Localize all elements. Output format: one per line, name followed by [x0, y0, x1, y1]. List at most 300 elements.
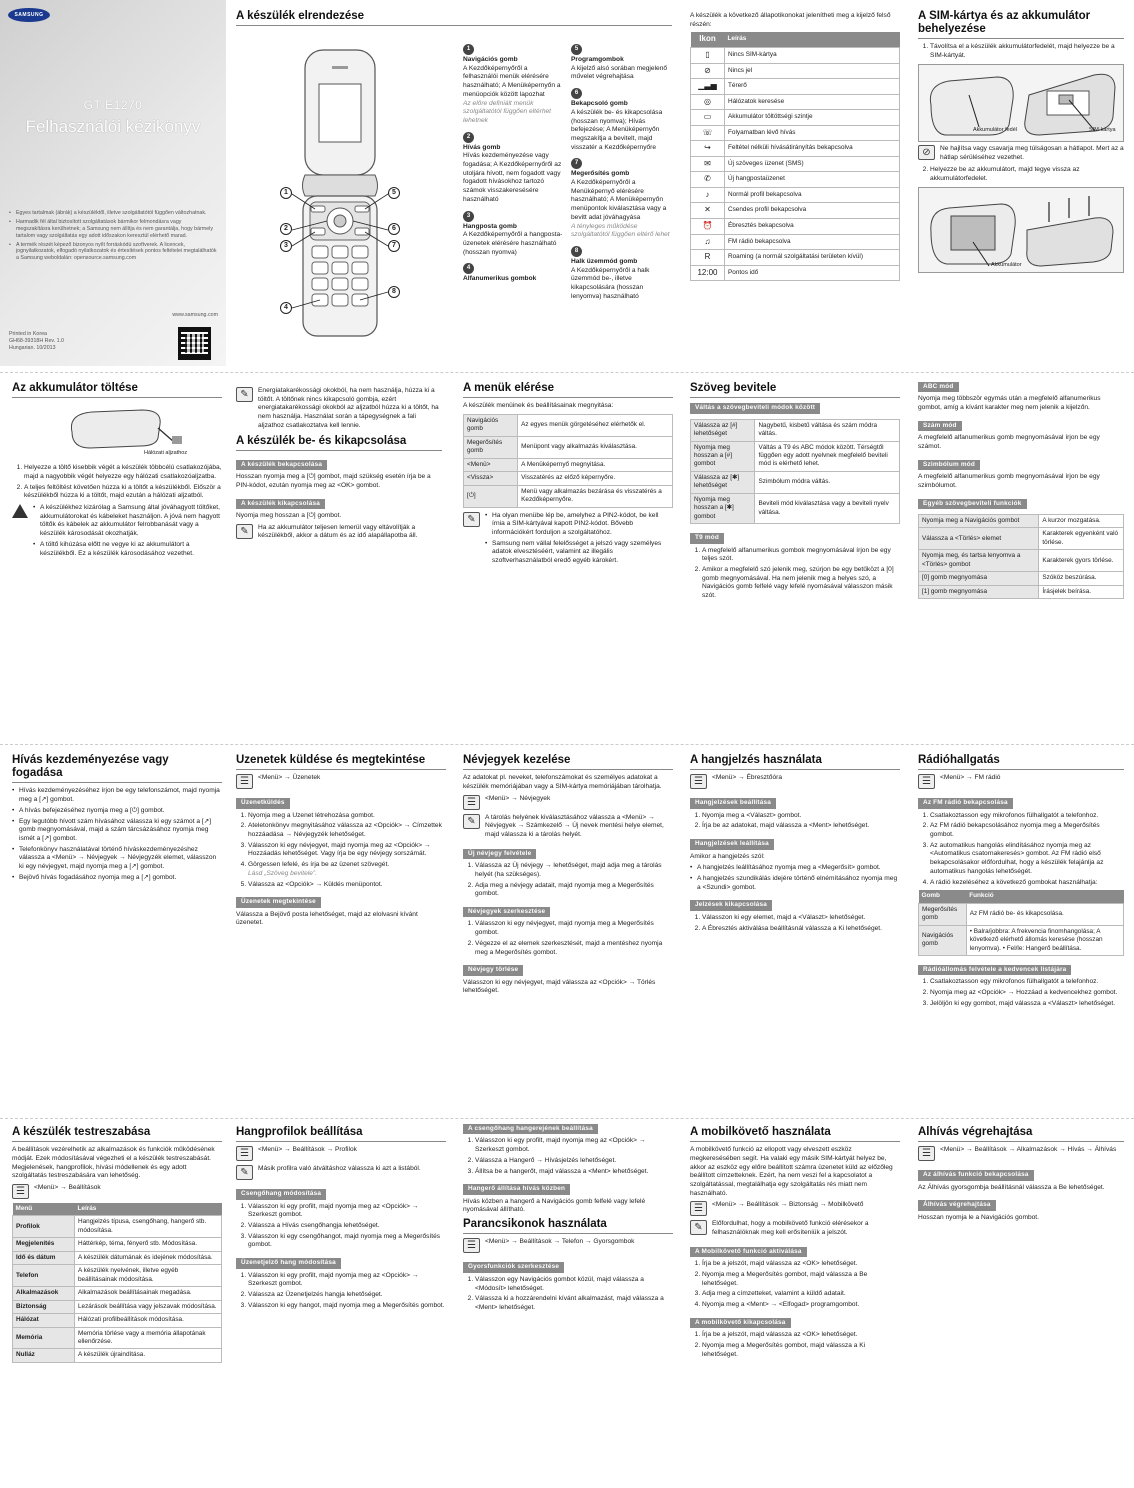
power-note-text: Ha az akkumulátor teljesen lemerül vagy eltávolítják a készülékből, akkor a dátum és az idő alapállapotba áll.	[258, 523, 418, 540]
tracker-step: 3. Adja meg a címzetteket, valamint a küldő adatait.	[702, 1290, 900, 1299]
table-row	[691, 471, 900, 493]
status-intro: A készülék a következő állapotikonokat jelenítheti meg a kijelző felső részén:	[690, 12, 891, 28]
sim-note-text: Ne hajlítsa vagy csavarja meg túlságosan a hátlapot. Mert az a hátlap sérüléséhez vezethet.	[940, 144, 1124, 161]
warning-item: • A töltő kihúzása előtt ne vegye ki az akkumulátort a készülékből. Ez a készülék károsodásához vezethet.	[33, 541, 222, 558]
col-key: Gomb	[919, 890, 967, 903]
row-value: Hálózati profilbeállítások módosítása.	[75, 1314, 222, 1327]
radio-step: 2. Nyomja meg az <Opciók> → Hozzáad a kedvencekhez gombot.	[930, 989, 1124, 998]
section-title: Üzenetek küldése és megtekintése	[236, 754, 446, 770]
row-value: Térerő	[725, 79, 900, 95]
tracker-step: 4. Nyomja meg a <Ment> → <Elfogad> programgombot.	[702, 1301, 900, 1310]
subheading: Hangjelzések leállítása	[690, 839, 774, 849]
call-item: • Telefonkönyv használatával történő híváskezdeményezéshez válassza a <Menü> → Névjegyek → Névjegyzék elemet, válasszon ki egy névjegyet, majd nyomja meg a [↗] gombot.	[12, 846, 222, 872]
section-title: A készülék be- és kikapcsolása	[236, 435, 442, 451]
table-row	[13, 1349, 222, 1362]
path-text: <Menü> → Beállítások	[34, 1184, 101, 1192]
section-title: Parancsikonok használata	[463, 1218, 673, 1234]
table-row	[691, 419, 900, 441]
status-icon: ⏰	[691, 218, 725, 234]
key-number: 1	[463, 44, 474, 55]
table-row	[691, 156, 900, 172]
key-item	[463, 211, 563, 258]
menu-path	[463, 795, 673, 810]
subheading: Hangjelzések beállítása	[690, 798, 776, 808]
status-icon: ✆	[691, 172, 725, 188]
calls-section	[12, 754, 222, 1112]
key-list-left	[463, 44, 563, 360]
volume-shortcuts-section	[463, 1124, 673, 1478]
subheading: A csengőhang hangerejének beállítása	[463, 1124, 598, 1134]
messages-section	[236, 754, 446, 1112]
col-icon: Ikon	[691, 32, 725, 47]
row-value: Nincs SIM-kártya	[725, 47, 900, 63]
row-key: Megerősítés gomb	[464, 436, 518, 458]
table-row	[691, 125, 900, 141]
col-desc: Leírás	[75, 1203, 222, 1216]
status-icon: ♪	[691, 187, 725, 203]
path-text: <Menü> → Beállítások → Alkalmazások → Hívás → Álhívás	[940, 1146, 1117, 1154]
table-row	[464, 436, 673, 458]
row-value: Nagybetű, kisbetű váltása és szám módra váltás.	[755, 419, 900, 441]
key-name: Bekapcsoló gomb	[571, 100, 628, 108]
key-desc: A Kezdőképernyőről a hangposta-üzenetek elérésére használható (hosszan nyomva)	[463, 231, 563, 256]
row-value: A Menüképernyő megnyitása.	[518, 458, 673, 471]
table-row	[691, 141, 900, 157]
menu-path-icon: ☰	[236, 774, 253, 789]
table-row	[13, 1327, 222, 1349]
row-value: Hálózatok keresése	[725, 94, 900, 110]
key-number: 2	[463, 132, 474, 143]
power-section	[236, 384, 442, 732]
subheading: Hangerő állítása hívás közben	[463, 1184, 570, 1194]
radio-keys-table	[918, 890, 1124, 956]
row-value: Roaming (a normál szolgáltatási területen kívül)	[725, 250, 900, 266]
row-value: Normál profil bekapcsolva	[725, 187, 900, 203]
tracker-section	[690, 1126, 900, 1478]
callout-4: 4	[280, 302, 292, 314]
num-text: A megfelelő alfanumerikus gomb megnyomásával írjon be egy számot.	[918, 434, 1100, 451]
settings-table	[12, 1203, 222, 1363]
disclaimer-item: • Harmadik fél által biztosított szolgáltatások bármikor felmondásra vagy megszakításra kerülhetnek; a Samsung nem állítja és nem garantálja, hogy bármely tartalom vagy szolgáltatás egy adott időszakon keresztül elérhető marad.	[9, 219, 217, 240]
key-desc: A Kezdőképernyőről a felhasználói menük elérésére használható; A Menüképernyőn a menüopciók között lapozhat	[463, 64, 561, 98]
radio-step: 4. A rádió kezeléséhez a következő gombokat használhatja:	[930, 879, 1124, 888]
subheading: Névjegy törlése	[463, 965, 523, 975]
note-icon: ✎	[236, 387, 253, 402]
charge-warning	[12, 504, 222, 563]
message-tip: Lásd „Szöveg bevitele”.	[248, 869, 317, 877]
t9-step: 1. A megfelelő alfanumerikus gombok megnyomásával írjon be egy teljes szót.	[702, 547, 900, 564]
subheading: Az FM rádió bekapcsolása	[918, 798, 1013, 808]
path-text: <Menü> → Névjegyek	[485, 794, 551, 802]
key-desc: Hívás kezdeményezése vagy fogadása; A Kezdőképernyőről az utoljára hívott, nem fogadott vagy fogadott hívásokhoz tartozó számok visszakeresésére használható	[463, 152, 562, 203]
row-value: Folyamatban lévő hívás	[725, 125, 900, 141]
key-number: 4	[463, 263, 474, 274]
power-note	[236, 524, 442, 541]
key-name: Hangposta gomb	[463, 222, 517, 230]
charge-step: 2. A teljes feltöltést követően húzza ki a töltőt a készülékből. Először a készülékből húzza ki a töltőt, majd ezután a hálózati aljzatból.	[24, 484, 222, 501]
col-desc: Leírás	[725, 32, 900, 47]
subheading: Névjegyek szerkesztése	[463, 907, 550, 917]
section-title: Rádióhallgatás	[918, 754, 1124, 770]
row-value: Az FM rádió be- és kikapcsolása.	[966, 903, 1123, 925]
key-name: Megerősítés gomb	[571, 170, 630, 178]
key-item	[571, 158, 673, 240]
menu-path	[236, 1146, 446, 1161]
row-key: Nyomja meg hosszan a [✱] gombot	[691, 493, 755, 523]
path-text: <Menü> → FM rádió	[940, 774, 1001, 782]
volume-step: 1. Válasszon ki egy profilt, majd nyomja meg az <Opciók> → Szerkeszt gombot.	[475, 1137, 673, 1154]
row-key: <Vissza>	[464, 472, 518, 485]
subheading: A mobilkövető kikapcsolása	[690, 1318, 791, 1328]
row-value: FM rádió bekapcsolva	[725, 234, 900, 250]
status-icon: 12:00	[691, 265, 725, 281]
fold-line	[0, 372, 1134, 373]
menu-path-icon: ☰	[918, 774, 935, 789]
tracker-note-text: Előfordulhat, hogy a mobilkövető funkció elérésekor a felhasználóknak meg kell erősíteniük a jelszót.	[712, 1220, 869, 1237]
charging-illustration	[12, 402, 222, 460]
profiles-section	[236, 1126, 446, 1478]
profile-step: 1. Válasszon ki egy profilt, majd nyomja meg az <Opciók> → Szerkeszt gombot.	[248, 1203, 446, 1220]
table-row	[691, 110, 900, 126]
menu-path	[12, 1184, 222, 1199]
text-input-modes	[918, 382, 1124, 732]
label-battery: Akkumulátor	[991, 261, 1022, 268]
row-key: Navigációs gomb	[464, 414, 518, 436]
menu-path	[918, 774, 1124, 789]
row-value: Akkumulátor töltöttségi szintje	[725, 110, 900, 126]
tracker-intro: A mobilkövető funkció az ellopott vagy elveszett eszköz megkeresésében segít. Ha valaki egy másik SIM-kártyát helyez be, akkor az eszköz egy előre beállított számra üzenetet küld az előzőleg beállított címzetteknek. Ezért, ha nem veszi fel a kapcsolatot a szolgáltatással, megtalálhatja egy szolgáltatás rés miatt nem használható.	[690, 1146, 893, 1197]
key-number: 3	[463, 211, 474, 222]
row-value: Pontos idő	[725, 265, 900, 281]
key-number: 8	[571, 246, 582, 257]
fold-line	[0, 744, 1134, 745]
status-icon: ✉	[691, 156, 725, 172]
table-row	[13, 1287, 222, 1300]
table-row	[919, 550, 1124, 572]
subheading: Jelzések kikapcsolása	[690, 900, 772, 910]
key-desc: A kijelző alsó sorában megjelenő művelet végrehajtása	[571, 64, 668, 81]
menu-keys-table	[463, 414, 673, 508]
contacts-note-text: A tárolás helyének kiválasztásához válassza a <Menü> → Névjegyek → Számkezelő → Új nevek mentési helye elemet, majd válassza ki a tárolás helyét.	[485, 813, 664, 839]
menu-path-icon: ☰	[236, 1146, 253, 1161]
charger-drawing	[12, 402, 222, 452]
table-row	[691, 94, 900, 110]
row-value: Csendes profil bekapcsolva	[725, 203, 900, 219]
table-row	[691, 493, 900, 523]
key-desc: A készülék be- és kikapcsolása (hosszan nyomva); Hívás befejezése; A Menüképernyőn megszakítja a bevitelt, majd visszatér a Kezdőképernyőre	[571, 108, 663, 151]
profile-step: 2. Válassza az Üzenetjelzés hangja lehetőséget.	[248, 1291, 446, 1300]
customize-section	[12, 1126, 222, 1478]
table-row	[691, 63, 900, 79]
message-step: 2. Ateletonkönyv megnyitásához válassza az <Opciók> → Címzettek hozzáadása → Névjegyzék lehetőséget.	[248, 822, 446, 839]
key-item	[571, 246, 673, 302]
charge-step: 1. Helyezze a töltő kisebbik végét a készülék többcélú csatlakozójába, majd a nagyobbik végét helyezze egy hálózati csatlakozóaljzatba.	[24, 464, 222, 481]
table-row	[691, 187, 900, 203]
cover-panel	[0, 0, 226, 366]
table-row	[464, 472, 673, 485]
col-menu: Menü	[13, 1203, 75, 1216]
tracker-note	[690, 1220, 900, 1237]
status-icon: ◎	[691, 94, 725, 110]
label-cover: Akkumulátor fedél	[973, 126, 1018, 133]
row-value: Ébresztés bekapcsolva	[725, 218, 900, 234]
volume-step: 3. Állítsa be a hangerőt, majd válassza a <Ment> lehetőséget.	[475, 1168, 673, 1177]
status-icon: ☏	[691, 125, 725, 141]
row-value: Visszatérés az előző képernyőre.	[518, 472, 673, 485]
menu-path	[918, 1146, 1124, 1161]
table-row	[919, 528, 1124, 550]
subheading: Új névjegy felvétele	[463, 849, 536, 859]
table-row	[13, 1238, 222, 1251]
sim-step: 2. Helyezze be az akkumulátort, majd tegye vissza az akkumulátorfedelet.	[930, 166, 1124, 183]
table-row	[13, 1300, 222, 1313]
row-value: Karakterek egyenként való törlése.	[1039, 528, 1124, 550]
text-input-section	[690, 382, 900, 732]
key-name: Alfanumerikus gombok	[463, 275, 537, 283]
section-title: A SIM-kártya és az akkumulátor behelyezése	[918, 10, 1124, 39]
message-step: 5. Válassza az <Opciók> → Küldés menüpontot.	[248, 881, 446, 890]
profiles-note-text: Másik profilra való átváltáshoz válassza ki azt a listából.	[258, 1165, 421, 1173]
warning-item: • A készülékhez kizárólag a Samsung által jóváhagyott töltőket, akkumulátorokat és kábeleket használjon. A jóvá nem hagyott töltők és kábelek az akkumulátor felrobbanását vagy a készülék károsodását okozhatják.	[33, 504, 222, 539]
section-title: A hangjelzés használata	[690, 754, 900, 770]
row-value: Alkalmazások beállításainak megadása.	[75, 1287, 222, 1300]
subheading: Gyorsfunkciók szerkesztése	[463, 1262, 564, 1272]
subheading: A készülék bekapcsolása	[236, 460, 327, 470]
path-text: <Menü> → Ébresztőóra	[712, 774, 783, 782]
key-name: Hívás gomb	[463, 143, 501, 151]
profiles-note	[236, 1165, 446, 1180]
label-socket: Hálózati aljzathoz	[144, 450, 188, 457]
print-line: Hungarian. 10/2013	[9, 345, 56, 352]
menu-path-icon: ☰	[918, 1146, 935, 1161]
subheading: Rádióállomás felvétele a kedvencek listájára	[918, 965, 1071, 975]
row-value: Beviteli mód kiválasztása vagy a beviteli nyelv váltása.	[755, 493, 900, 523]
table-row	[464, 414, 673, 436]
sim-note	[918, 145, 1124, 162]
contact-step: 1. Válasszon ki egy névjegyet, majd nyomja meg a Megerősítés gombot.	[475, 920, 673, 937]
print-info	[9, 331, 64, 352]
call-item: • Hívás kezdeményezéséhez írjon be egy telefonszámot, majd nyomja meg a [↗] gombot.	[12, 787, 222, 804]
key-item	[463, 44, 563, 126]
table-row	[919, 515, 1124, 528]
callout-7: 7	[388, 240, 400, 252]
path-text: <Menü> → Beállítások → Biztonság → Mobilkövető	[712, 1201, 864, 1209]
power-on-text: Hosszan nyomja meg a [⏻] gombot, majd szükség esetén írja be a PIN-kódot, ezután nyomja meg az <OK> gombot.	[236, 473, 431, 489]
label-sim: SIM-kártya	[1089, 126, 1116, 133]
row-key: Telefon	[13, 1265, 75, 1287]
status-icon: ▭	[691, 110, 725, 126]
print-line: GH68-39318H Rev. 1.0	[9, 338, 64, 345]
menu-path	[690, 774, 900, 789]
section-title: A készülék testreszabása	[12, 1126, 222, 1142]
status-icons-section	[690, 12, 900, 352]
alarm-step: 2. Írja be az adatokat, majd válassza a <Ment> lehetőséget.	[702, 822, 900, 831]
section-title: A menük elérése	[463, 382, 673, 398]
delete-text: Válasszon ki egy névjegyet, majd válassza az <Opciók> → Törlés lehetőséget.	[463, 978, 656, 995]
abc-text: Nyomja meg többször egymás után a megfelelő alfanumerikus gombot, amíg a kívánt karakter meg nem jelenik a kijelzőn.	[918, 395, 1101, 412]
power-off-text: Nyomja meg hosszan a [⏻] gombot.	[236, 512, 342, 520]
key-desc: A Kezdőképernyőről a halk üzemmód be-, illetve kikapcsolására (hosszan lenyomva) használható	[571, 266, 650, 300]
key-note: A tényleges működése szolgáltatótól függően eltérő lehet	[571, 222, 670, 239]
row-value: Új szöveges üzenet (SMS)	[725, 156, 900, 172]
radio-section	[918, 754, 1124, 1112]
subheading: Álhívás végrehajtása	[918, 1200, 996, 1210]
contact-step: 2. Adja meg a névjegy adatait, majd nyomja meg a Megerősítés gombot.	[475, 882, 673, 899]
row-value: Lezárások beállítása vagy jelszavak módosítása.	[75, 1300, 222, 1313]
subheading: Üzenetküldés	[236, 798, 290, 808]
alarm-step: 1. Nyomja meg a <Választ> gombot.	[702, 812, 900, 821]
row-key: Memória	[13, 1327, 75, 1349]
alarm-section	[690, 754, 900, 1112]
sym-text: A megfelelő alfanumerikus gomb megnyomásával írjon be egy szimbólumot.	[918, 473, 1100, 489]
call-item: • Bejövő hívás fogadásához nyomja meg a [↗] gombot.	[12, 874, 222, 883]
row-value: Hangjelzés típusa, csengőhang, hangerő stb. módosítása.	[75, 1216, 222, 1238]
row-value: • Balra/jobbra: A frekvencia finomhangolása; A következő elérhető állomás keresése (hosszan lenyomva). • Fel/le: Hangerő beállítása.	[966, 925, 1123, 955]
subheading: Csengőhang módosítása	[236, 1189, 326, 1199]
row-value: A készülék dátumának és idejének módosítása.	[75, 1251, 222, 1264]
callout-5: 5	[388, 187, 400, 199]
subheading: A készülék kikapcsolása	[236, 499, 325, 509]
key-number: 5	[571, 44, 582, 55]
shortcut-step: 2. Válassza ki a hozzárendelni kívánt alkalmazást, majd válassza a <Ment> lehetőséget.	[475, 1295, 673, 1312]
note-item: • Ha olyan menübe lép be, amelyhez a PIN2-kódot, be kell írnia a SIM-kártyával kapott PIN2-kódot. Bővebb információkért forduljon a szolgáltatóhoz.	[485, 512, 673, 538]
fake-call-section	[918, 1126, 1124, 1478]
customize-intro: A beállítások vezérelhetik az alkalmazások és funkciók működésének módját. Ezek módosításával végezheti el a készülék testreszabását. Megjelenések, hangprofilok, hívási módellenek és egy adott szolgáltatás testreszabására van lehetőség.	[12, 1146, 215, 1180]
row-value: Írásjelek beírása.	[1039, 585, 1124, 598]
message-step: 1. Nyomja meg a Uzenet létrehozása gombot.	[248, 812, 446, 821]
row-key: <Menü>	[464, 458, 518, 471]
callout-3: 3	[280, 240, 292, 252]
stop-item: • A hangjelzés szundikálás idejére történő elnémításához nyomja meg a <Szundi> gombot.	[690, 875, 900, 892]
call-volume-text: Hívás közben a hangerő a Navigációs gomb felfelé vagy lefelé nyomásával állítható.	[463, 1197, 646, 1214]
table-row	[691, 250, 900, 266]
note-icon: ✎	[236, 524, 253, 539]
note-item: • Samsung nem vállal felelősséget a jelszó vagy személyes adatok elvesztéséért, valamint az illegális szoftverhasználatból eredő egyéb károkért.	[485, 540, 673, 566]
message-step: Görgessen lefelé, és írja be az üzenet szövegét.	[248, 861, 390, 869]
section-title: Névjegyek kezelése	[463, 754, 673, 770]
table-row	[691, 79, 900, 95]
volume-step: 2. Válassza a Hangerő → Hívásjelzés lehetőséget.	[475, 1157, 673, 1166]
section-title: A mobilkövető használata	[690, 1126, 900, 1142]
menu-path-icon: ☰	[12, 1184, 29, 1199]
row-key: Nyomja meg, és tartsa lenyomva a <Törlés> gombot	[919, 550, 1039, 572]
key-name: Programgombok	[571, 56, 624, 63]
alarm-step: 1. Válasszon ki egy elemet, majd a <Választ> lehetőséget.	[702, 914, 900, 923]
note-icon: ✎	[463, 814, 480, 829]
menu-path-icon: ☰	[690, 774, 707, 789]
radio-step: 1. Csatlakoztasson egy mikrofonos fülhallgatót a telefonhoz.	[930, 812, 1124, 821]
energy-note	[236, 387, 442, 431]
row-key: Biztonság	[13, 1300, 75, 1313]
path-text: <Menü> → Beállítások → Profilok	[258, 1146, 357, 1154]
subheading: Egyéb szövegbeviteli funkciók	[918, 499, 1027, 509]
disclaimer-item: • A termék részét képező bizonyos nyílt forráskódú szoftverek. A licencek, jognyilatkozatok, elfogadó nyilatkozatok és értesítések pontos feltételei megtalálhatók a Samsung weboldalán: opensource.samsung.com	[9, 242, 217, 263]
row-key: Profilok	[13, 1216, 75, 1238]
subheading: ABC mód	[918, 382, 959, 392]
cover-disclaimers	[9, 210, 217, 265]
input-mode-table	[690, 419, 900, 525]
note-icon: ✎	[236, 1165, 253, 1180]
other-input-table	[918, 514, 1124, 599]
subheading: Szimbólum mód	[918, 460, 980, 470]
subheading: Váltás a szövegbeviteli módok között	[690, 403, 820, 413]
status-icons-table	[690, 32, 900, 281]
row-value: Szimbólum módra váltás.	[755, 471, 900, 493]
subheading: Üzenetek megtekintése	[236, 897, 321, 907]
key-number: 6	[571, 88, 582, 99]
status-icon: ♫	[691, 234, 725, 250]
table-row	[919, 585, 1124, 598]
subheading: T9 mód	[690, 533, 724, 543]
table-row	[691, 441, 900, 471]
callout-8: 8	[388, 286, 400, 298]
row-key: [0] gomb megnyomása	[919, 572, 1039, 585]
key-number: 7	[571, 158, 582, 169]
battery-insert-drawing	[919, 188, 1123, 272]
contact-step: 1. Válassza az Új névjegy → lehetőséget, majd adja meg a tárolás helyét (ha szükséges).	[475, 862, 673, 879]
key-name: Navigációs gomb	[463, 56, 518, 63]
section-title: Hangprofilok beállítása	[236, 1126, 446, 1142]
call-item: • A hívás befejezéséhez nyomja meg a [⏻] gombot.	[12, 807, 222, 816]
table-row	[691, 203, 900, 219]
row-key: Válassza az [#] lehetőséget	[691, 419, 755, 441]
contact-step: 2. Végezze el az elemek szerkesztését, majd a mentéshez nyomja meg a Megerősítés gombot.	[475, 940, 673, 957]
key-item	[571, 88, 673, 152]
key-note: Az előre definiált menük szolgáltatótól függően eltérhet lehetnek	[463, 99, 551, 124]
table-row	[691, 218, 900, 234]
key-item	[463, 132, 563, 205]
path-text: <Menü> → Beállítások → Telefon → Gyorsgombok	[485, 1238, 635, 1246]
row-value: Menü vagy alkalmazás bezárása és visszatérés a Kezdőképernyőre.	[518, 485, 673, 507]
table-row	[13, 1216, 222, 1238]
row-value: Szóköz beszúrása.	[1039, 572, 1124, 585]
subheading: Szám mód	[918, 421, 962, 431]
key-item	[463, 263, 563, 284]
alarm-step: 2. A Ébresztés aktiválása beállításnál válassza a Ki lehetőséget.	[702, 925, 900, 934]
profile-step: 3. Válasszon ki egy csengőhangot, majd nyomja meg a Megerősítés gombot.	[248, 1233, 446, 1250]
note-icon: ✎	[690, 1220, 707, 1235]
charging-section	[12, 382, 222, 732]
menu-path-icon: ☰	[463, 795, 480, 810]
table-row	[13, 1265, 222, 1287]
row-value: Váltás a T9 és ABC módok között. Térségtől függően egy adott nyelvnek megfelelő beviteli mód is elérhető lehet.	[755, 441, 900, 471]
tracker-step: 1. Írja be a jelszót, majd válassza az <OK> lehetőséget.	[702, 1260, 900, 1269]
samsung-logo: SAMSUNG	[8, 8, 50, 22]
fake-call-do-text: Hosszan nyomja le a Navigációs gombot.	[918, 1213, 1039, 1221]
status-icon: ↪	[691, 141, 725, 157]
row-value: Feltétel nélküli hívásátirányítás bekapcsolva	[725, 141, 900, 157]
row-key: Idő és dátum	[13, 1251, 75, 1264]
contacts-intro: Az adatokat pl. neveket, telefonszámokat és személyes adatokat a készülék memóriájában vagy a SIM-kártya memóriájában tárolhatja.	[463, 774, 662, 790]
no-bend-icon: ⊘	[918, 145, 935, 160]
contacts-section	[463, 754, 673, 1112]
menus-intro: A készülék menüinek és beállításainak megnyitása:	[463, 402, 614, 410]
row-key: Válassza az [✱] lehetőséget	[691, 471, 755, 493]
row-value: Menüpont vagy alkalmazás kiválasztása.	[518, 436, 673, 458]
sim-step: 1. Távolítsa el a készülék akkumulátorfedelét, majd helyezze be a SIM-kártyát.	[930, 43, 1124, 60]
path-text: <Menü> → Üzenetek	[258, 774, 321, 782]
table-row	[919, 903, 1124, 925]
row-value: Háttérkép, téma, fényerő stb. Módosítása.	[75, 1238, 222, 1251]
section-title: Szöveg bevitele	[690, 382, 900, 398]
row-value: A kurzor mozgatása.	[1039, 515, 1124, 528]
col-func: Funkció	[966, 890, 1123, 903]
stop-item: • A hangjelzés leállításához nyomja meg a <Megerősít> gombot.	[690, 864, 900, 873]
phone-diagram	[270, 46, 410, 346]
key-item	[571, 44, 673, 82]
note-icon: ✎	[463, 512, 480, 527]
row-key: Nyomja meg hosszan a [#] gombot	[691, 441, 755, 471]
